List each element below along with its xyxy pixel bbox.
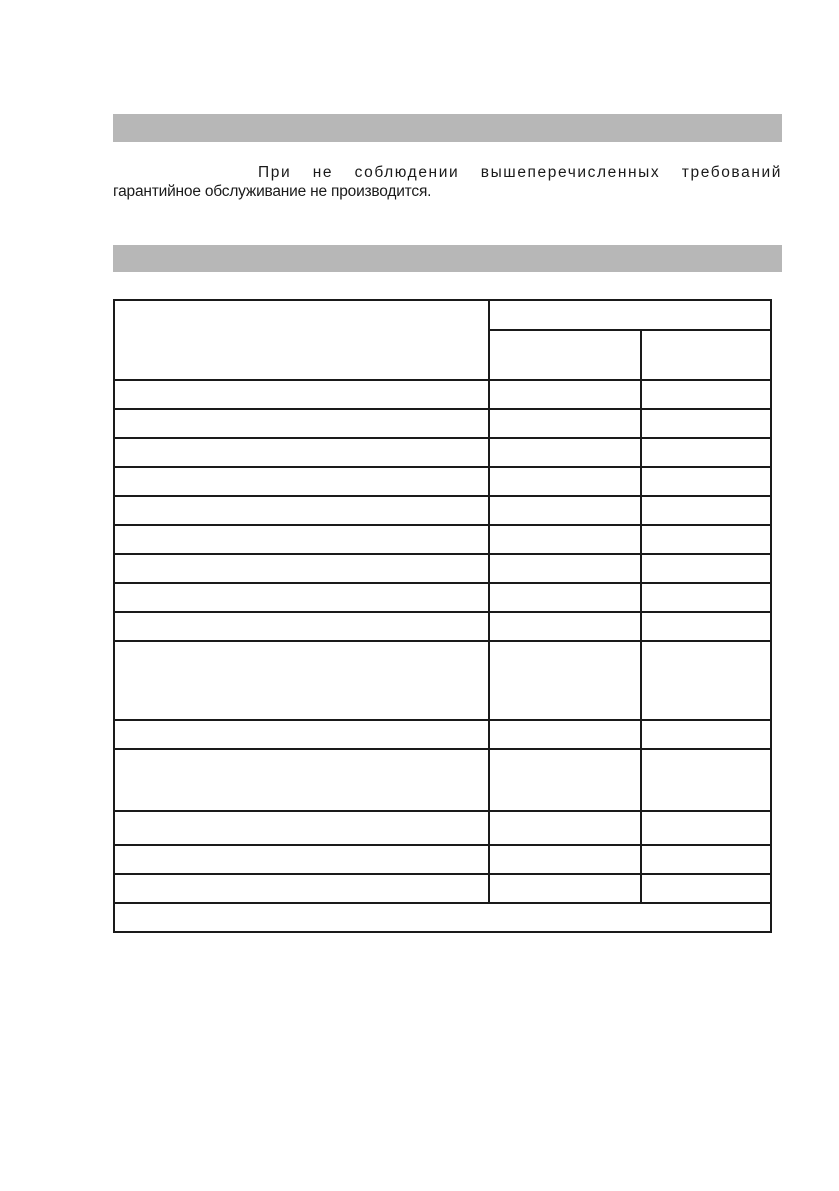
notice-line-1: При не соблюдении вышеперечисленных требований	[258, 164, 782, 181]
notice-line-2: гарантийное обслуживание не производится.	[113, 183, 432, 200]
